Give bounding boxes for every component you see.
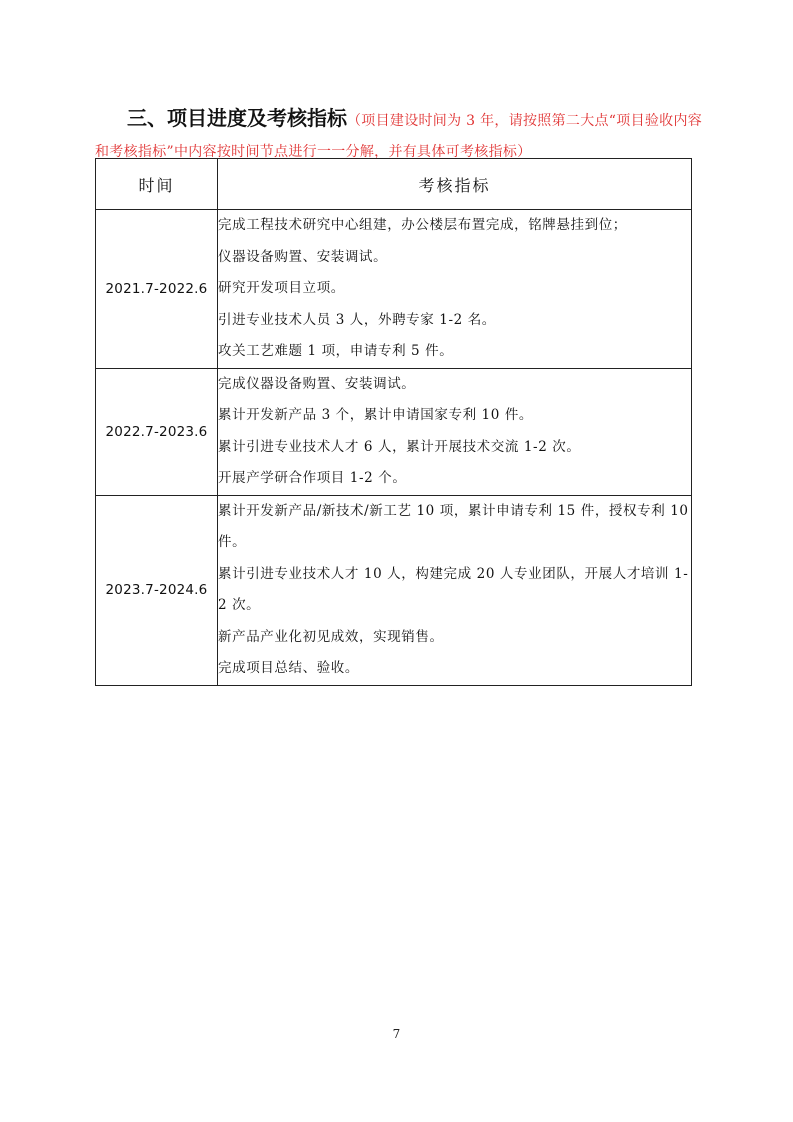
kpi-item: 累计开发新产品/新技术/新工艺 10 项，累计申请专利 15 件，授权专利 10 件。 <box>218 502 689 550</box>
table-row <box>96 210 692 369</box>
column-header-kpi: 考核指标 <box>218 159 692 210</box>
progress-kpi-table <box>95 158 692 686</box>
kpi-cell <box>218 368 692 495</box>
kpi-item: 累计引进专业技术人才 10 人，构建完成 20 人专业团队，开展人才培训 1-2 次。 <box>218 565 689 613</box>
kpi-item: 完成项目总结、验收。 <box>218 660 359 676</box>
kpi-item: 完成工程技术研究中心组建，办公楼层布置完成，铭牌悬挂到位； <box>218 217 627 233</box>
kpi-item: 完成仪器设备购置、安装调试。 <box>218 375 416 392</box>
kpi-cell <box>218 210 692 369</box>
period-cell: 2022.7-2023.6 <box>96 368 218 495</box>
kpi-item: 仪器设备购置、安装调试。 <box>218 248 388 265</box>
kpi-item: 引进专业技术人员 3 人，外聘专家 1-2 名。 <box>218 311 496 328</box>
kpi-item: 开展产学研合作项目 1-2 个。 <box>218 470 407 486</box>
kpi-item: 研究开发项目立项。 <box>218 280 345 296</box>
table-row <box>96 368 692 495</box>
section-title: 三、项目进度及考核指标 <box>127 106 347 130</box>
period-cell: 2023.7-2024.6 <box>96 495 218 685</box>
kpi-item: 新产品产业化初见成效，实现销售。 <box>218 628 444 645</box>
table-header-row <box>96 159 692 210</box>
period-cell: 2021.7-2022.6 <box>96 210 218 369</box>
kpi-cell <box>218 495 692 685</box>
section-note: （项目建设时间为 3 年，请按照第二大点“项目验收内容和考核指标”中内容按时间节点进行一一分解，并有具体可考核指标） <box>95 113 703 160</box>
table-row <box>96 495 692 685</box>
column-header-time: 时间 <box>96 159 218 210</box>
kpi-item: 攻关工艺难题 1 项，申请专利 5 件。 <box>218 343 454 359</box>
kpi-item: 累计开发新产品 3 个，累计申请国家专利 10 件。 <box>218 407 534 423</box>
page-number: 7 <box>392 1027 401 1041</box>
kpi-item: 累计引进专业技术人才 6 人，累计开展技术交流 1-2 次。 <box>218 438 581 455</box>
